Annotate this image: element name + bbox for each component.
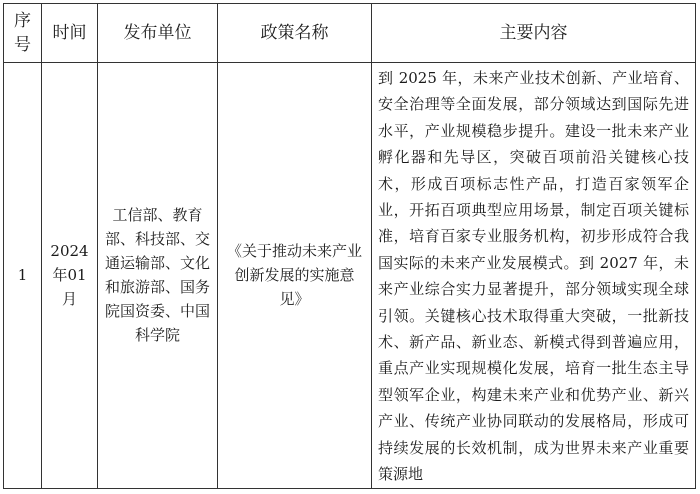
index-value: 1: [17, 266, 28, 285]
header-index-label: 序号: [14, 11, 31, 55]
content-value: 到 2025 年，未来产业技术创新、产业培育、安全治理等全面发展，部分领域达到国际先进水平，产业规模稳步提升。建设一批未来产业孵化器和先导区，突破百项前沿关键核心技术，形成百项标志性产品，打造百家领军企业，开拓百项典型应用场景，制定百项关键标准，培育百家专业服务机构，初步形成符合我国实际的未来产业发展模式。到 2027 年，未来产业综合实力显著提升，部分领域实现全球引领。关键核心技术取得重大突破，一批新技术、新产品、新业态、新模式得到普遍应用，重点产业实现规模化发展，培育一批生态主导型领军企业，构建未来产业和优势产业、新兴产业、传统产业协同联动的发展格局，形成可持续发展的长效机制，成为世界未来产业重要策源地: [378, 69, 689, 484]
time-value: 2024年01月: [50, 242, 89, 309]
header-policy-name: [218, 4, 372, 63]
header-content-label: 主要内容: [499, 23, 568, 43]
header-time: [42, 4, 98, 63]
cell-index: [4, 63, 42, 489]
header-row: [4, 4, 696, 63]
table-row: [4, 63, 696, 489]
issuer-value: 工信部、教育部、科技部、交通运输部、文化和旅游部、国务院国资委、中国科学院: [104, 206, 210, 345]
cell-issuer: [98, 63, 218, 489]
table-body: [4, 63, 696, 489]
policy-table: [3, 3, 696, 489]
cell-time: [42, 63, 98, 489]
header-policy-name-label: 政策名称: [260, 23, 329, 43]
cell-content: [372, 63, 696, 489]
policy-name-value: 《关于推动未来产业创新发展的实施意见》: [226, 242, 362, 309]
cell-policy-name: [218, 63, 372, 489]
header-index: [4, 4, 42, 63]
table-header: [4, 4, 696, 63]
header-time-label: 时间: [52, 23, 87, 43]
header-content: [372, 4, 696, 63]
header-issuer: [98, 4, 218, 63]
header-issuer-label: 发布单位: [123, 23, 192, 43]
